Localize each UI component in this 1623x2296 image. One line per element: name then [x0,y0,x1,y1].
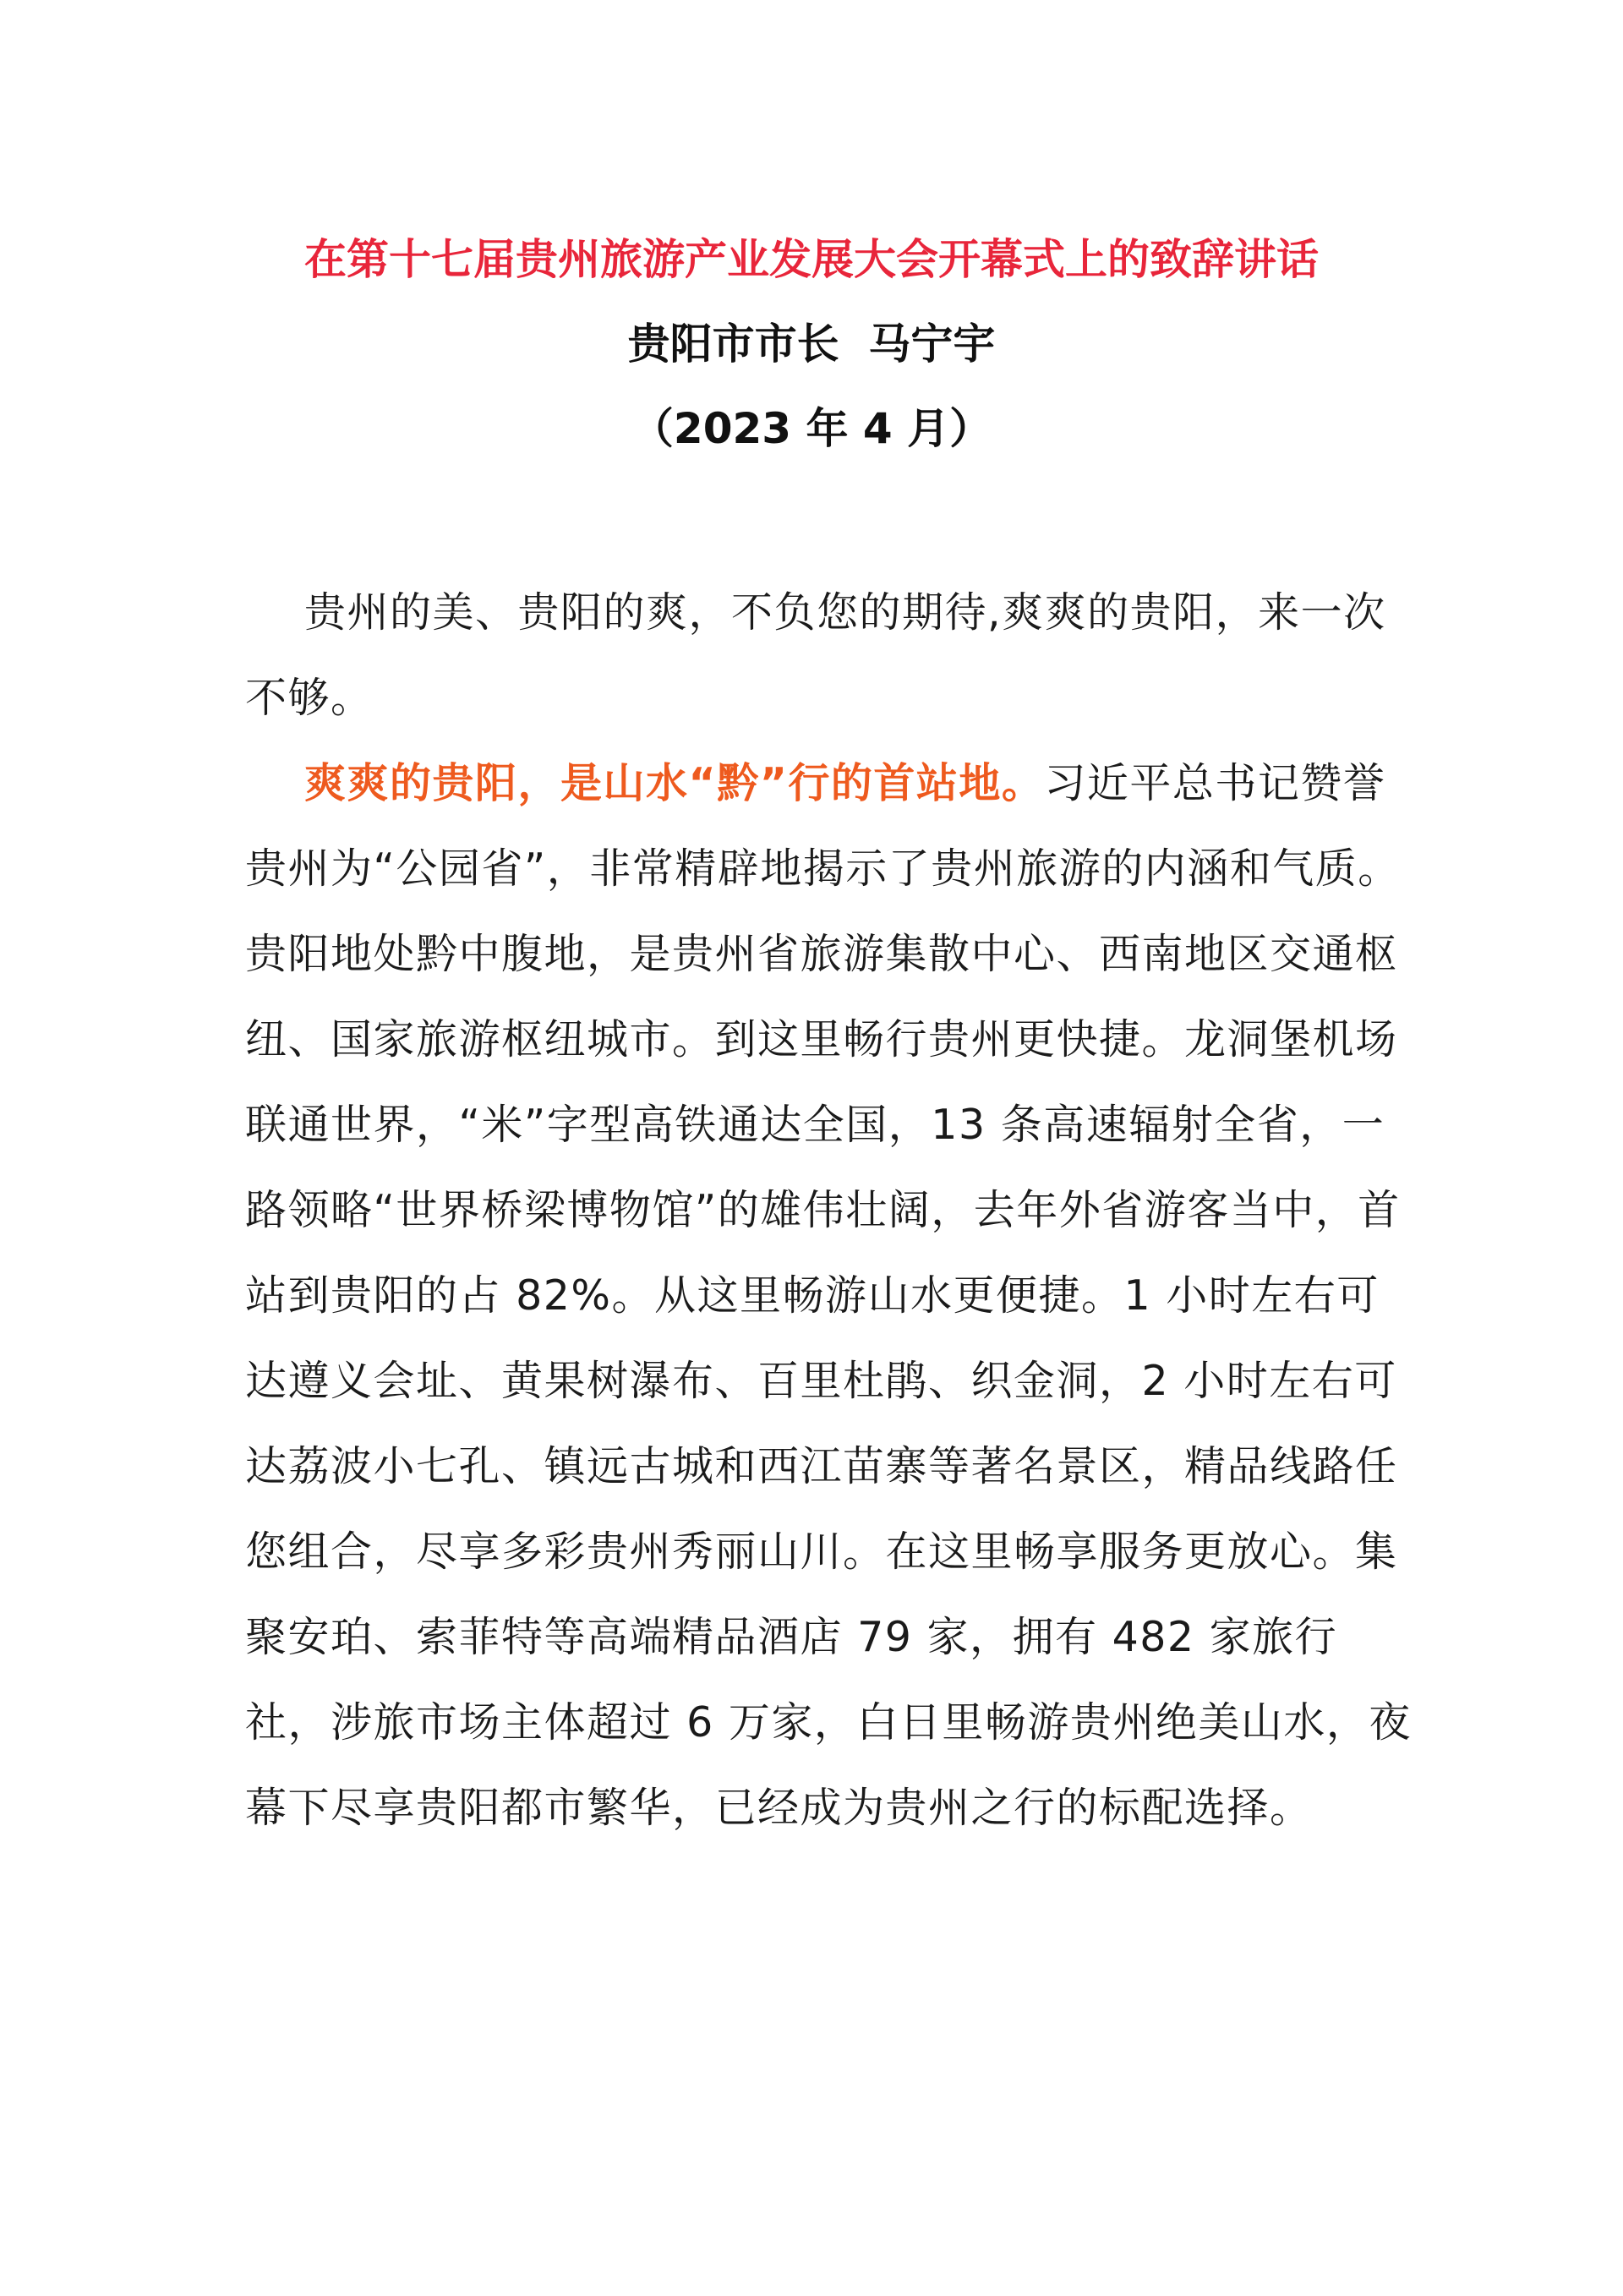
document-title: 在第十七届贵州旅游产业发展大会开幕式上的致辞讲话 [304,235,1319,284]
date-line: （2023 年 4 月） [631,404,992,453]
document-body [245,570,1412,1850]
paragraph-first-station [245,741,1412,1850]
paragraph-highlight: 爽爽的贵阳，是山水“黔”行的首站地。 [304,759,1045,807]
paragraph-body-text: 习近平总书记赞誉贵州为“公园省”，非常精辟地揭示了贵州旅游的内涵和气质。贵阳地处黔中腹地，是贵州省旅游集散中心、西南地区交通枢纽、国家旅游枢纽城市。到这里畅行贵州更快捷。龙洞堡机场联通世界，“米”字型高铁通达全国，13 条高速辐射全省，一路领略“世界桥梁博物馆”的雄伟壮阔，去年外省游客当中，首站到贵阳的占 82%。从这里畅游山水更便捷。1 小时左右可达遵义会址、黄果树瀑布、百里杜鹃、织金洞，2 小时左右可达荔波小七孔、镇远古城和西江苗寨等著名景区，精品线路任您组合，尽享多彩贵州秀丽山川。在这里畅享服务更放心。集聚安珀、索菲特等高端精品酒店 79 家，拥有 482 家旅行社，涉旅市场主体超过 6 万家，白日里畅游贵州绝美山水，夜幕下尽享贵阳都市繁华，已经成为贵州之行的标配选择。 [245,759,1412,1832]
paragraph-intro: 贵州的美、贵阳的爽，不负您的期待,爽爽的贵阳，来一次不够。 [245,588,1386,722]
author-line: 贵阳市市长 马宁宇 [627,320,996,369]
